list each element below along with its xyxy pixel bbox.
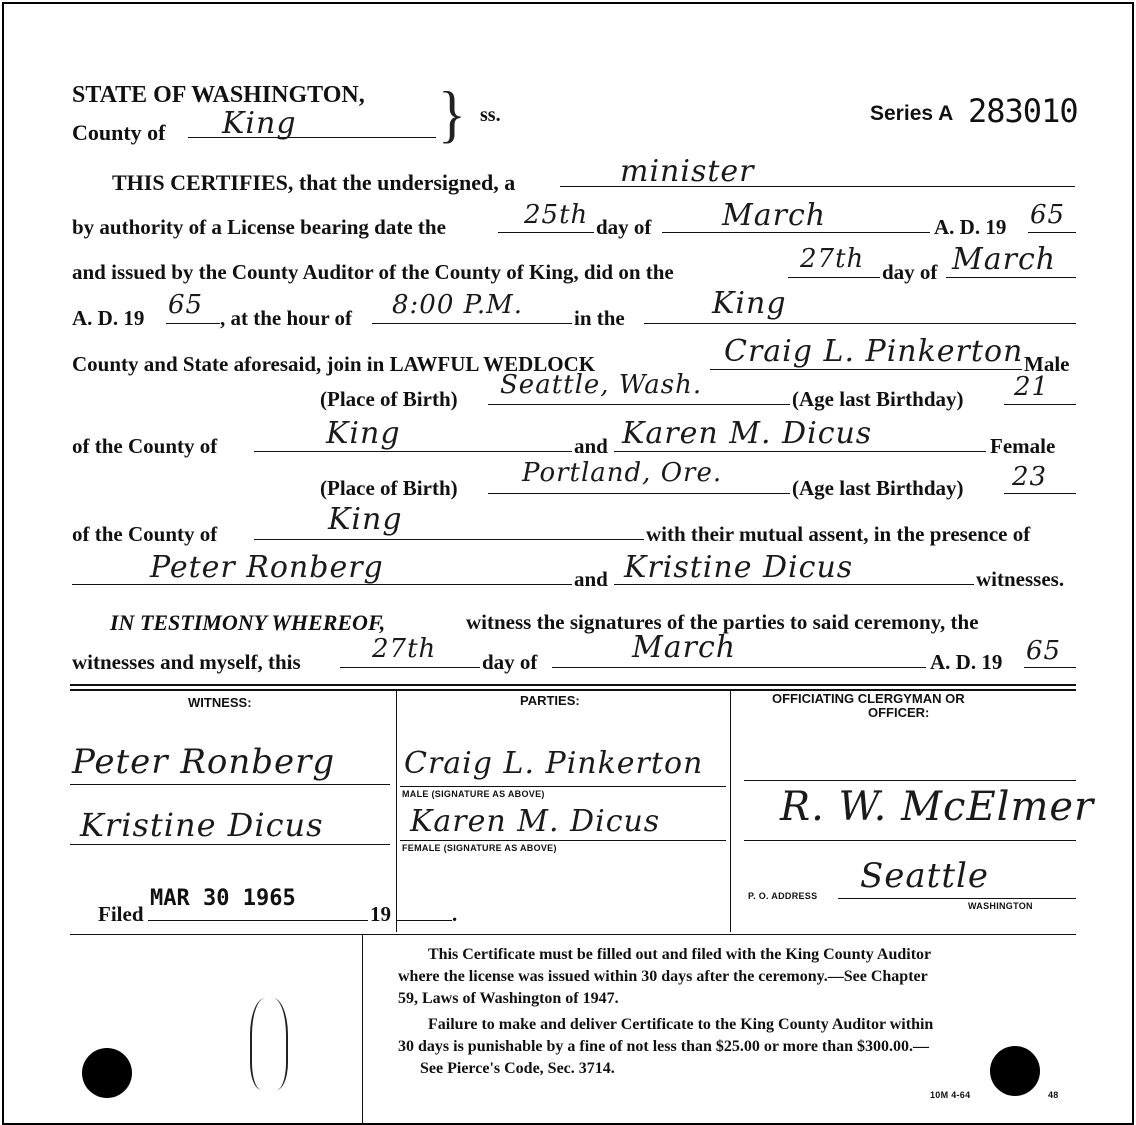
ss-label: ss. [480, 104, 501, 126]
officiant-header: OFFICIATING CLERGYMAN OR [772, 691, 965, 706]
female-label: Female [990, 434, 1056, 458]
male-age-line [1004, 404, 1076, 405]
notice-1-line-2: where the license was issued within 30 days after the ceremony.—See Chapter [398, 968, 928, 985]
county-handwritten: King [222, 106, 297, 141]
county-label: County of [72, 120, 166, 145]
male-name-handwritten: Craig L. Pinkerton [724, 334, 1024, 369]
sign-ad-text: A. D. 19 [930, 650, 1003, 674]
male-county-label: of the County of [72, 434, 218, 458]
witness1-signature: Peter Ronberg [72, 742, 336, 782]
female-name-line [614, 451, 986, 452]
po-label: P. O. ADDRESS [748, 891, 818, 901]
female-name-handwritten: Karen M. Dicus [622, 416, 873, 451]
witness2-sig-line [70, 844, 390, 845]
series-label: Series A [870, 102, 954, 125]
female-sig-line [400, 840, 726, 841]
wedding-year-line [166, 323, 220, 324]
male-birthplace-label: (Place of Birth) [320, 387, 458, 411]
sign-dayof-text: day of [482, 650, 538, 674]
place-line [644, 323, 1076, 324]
testimony-continuation: witness the signatures of the parties to said ceremony, the [466, 610, 979, 634]
male-name-line [710, 369, 1022, 370]
license-day-handwritten: 25th [524, 200, 589, 230]
notice-2-line-1: Failure to make and deliver Certificate to the King County Auditor within [428, 1016, 934, 1033]
bottom-col-divider [362, 934, 363, 1124]
parties-header: PARTIES: [520, 693, 580, 708]
sign-year-handwritten: 65 [1026, 636, 1062, 666]
officiant-title-handwritten: minister [620, 154, 755, 189]
notice-2-line-2: 30 days is punishable by a fine of not less than $25.00 or more than $300.00.— [398, 1038, 930, 1055]
male-sig-line [400, 786, 726, 787]
series-number: 283010 [968, 92, 1078, 130]
female-birthplace-label: (Place of Birth) [320, 476, 458, 500]
male-county-handwritten: King [326, 416, 401, 451]
bottom-divider [70, 934, 1076, 935]
in-the-text: in the [574, 306, 625, 330]
wedding-day-handwritten: 27th [800, 244, 865, 274]
officiant-signature: R. W. McElmer [780, 784, 1095, 830]
binder-hole-right [990, 1046, 1040, 1096]
wedding-month-line [946, 277, 1076, 278]
witness2-handwritten: Kristine Dicus [624, 550, 854, 585]
male-age-handwritten: 21 [1014, 372, 1050, 402]
state-heading: STATE OF WASHINGTON, [72, 82, 365, 108]
sig-col-divider-2 [730, 690, 731, 932]
sig-col-divider-1 [396, 690, 397, 932]
license-dayof-text: day of [596, 215, 652, 239]
witness2-signature: Kristine Dicus [80, 806, 324, 844]
po-line [838, 898, 1076, 899]
print-code: 10M 4-64 [930, 1090, 971, 1100]
notice-1-line-3: 59, Laws of Washington of 1947. [398, 990, 619, 1007]
officiant-line-2 [744, 840, 1076, 841]
license-date-text: by authority of a License bearing date the [72, 215, 446, 239]
filed-year-line [396, 920, 452, 921]
witnesses-text: witnesses. [976, 567, 1065, 591]
auditor-text: and issued by the County Auditor of the County of King, did on the [72, 260, 674, 284]
wedding-dayof-text: day of [882, 260, 938, 284]
female-signature: Karen M. Dicus [410, 804, 661, 839]
witness-and-text: and [574, 567, 608, 591]
ad-text: A. D. 19 [72, 306, 145, 330]
female-sig-caption: FEMALE (SIGNATURE AS ABOVE) [402, 843, 557, 853]
witness-header: WITNESS: [188, 695, 252, 710]
male-age-label: (Age last Birthday) [792, 387, 964, 411]
filed-stamp: MAR 30 1965 [150, 886, 296, 911]
license-day-line [498, 232, 594, 233]
female-age-label: (Age last Birthday) [792, 476, 964, 500]
po-state: WASHINGTON [968, 901, 1033, 911]
binder-hole-left [82, 1048, 132, 1098]
po-handwritten: Seattle [860, 856, 990, 896]
sign-day-line [340, 667, 480, 668]
notice-1-line-1: This Certificate must be filled out and filed with the King County Auditor [428, 946, 932, 963]
filed-line [148, 920, 368, 921]
witness1-sig-line [70, 784, 390, 785]
female-county-label: of the County of [72, 522, 218, 546]
and-text: and [574, 434, 608, 458]
certifies-text: THIS CERTIFIES, that the undersigned, a [112, 170, 516, 195]
filed-label: Filed [98, 902, 144, 926]
license-year-handwritten: 65 [1030, 200, 1066, 230]
hour-line [372, 323, 572, 324]
wedlock-text: County and State aforesaid, join in LAWFUL WEDLOCK [72, 352, 596, 376]
wedding-day-line [788, 277, 880, 278]
brace-icon: } [438, 77, 466, 150]
place-handwritten: King [712, 286, 787, 321]
male-birthplace-line [488, 404, 790, 405]
sign-month-line [552, 667, 926, 668]
female-age-handwritten: 23 [1012, 462, 1048, 492]
mutual-assent-text: with their mutual assent, in the presence of [646, 522, 1031, 546]
male-label: Male [1024, 352, 1070, 376]
officiant-header-2: OFFICER: [868, 705, 930, 720]
wedding-month-handwritten: March [952, 242, 1057, 277]
hour-text: , at the hour of [220, 306, 353, 330]
hour-handwritten: 8:00 P.M. [392, 290, 524, 320]
divider-double-top [70, 684, 1076, 686]
male-county-line [254, 451, 572, 452]
female-birthplace-handwritten: Portland, Ore. [522, 458, 723, 488]
license-month-handwritten: March [722, 198, 827, 233]
male-signature: Craig L. Pinkerton [404, 746, 704, 781]
male-sig-caption: MALE (SIGNATURE AS ABOVE) [402, 789, 545, 799]
print-code-2: 48 [1048, 1090, 1059, 1100]
pencil-mark [250, 998, 288, 1090]
female-birthplace-line [488, 493, 790, 494]
filed-year-prefix: 19 [370, 902, 391, 926]
sign-month-handwritten: March [632, 630, 737, 665]
notice-2-line-3: See Pierce's Code, Sec. 3714. [420, 1060, 615, 1077]
female-age-line [1004, 493, 1076, 494]
sign-year-line [1024, 667, 1076, 668]
sign-day-handwritten: 27th [372, 634, 437, 664]
female-county-line [254, 539, 644, 540]
witness1-handwritten: Peter Ronberg [150, 550, 384, 585]
license-year-line [1028, 232, 1076, 233]
license-ad-text: A. D. 19 [934, 215, 1007, 239]
female-county-handwritten: King [328, 502, 403, 537]
filed-year-suffix: . [452, 902, 458, 926]
myself-text: witnesses and myself, this [72, 650, 301, 674]
male-birthplace-handwritten: Seattle, Wash. [500, 370, 703, 400]
wedding-year-handwritten: 65 [168, 290, 204, 320]
testimony-text: IN TESTIMONY WHEREOF, [110, 610, 386, 635]
officiant-line-1 [744, 780, 1076, 781]
